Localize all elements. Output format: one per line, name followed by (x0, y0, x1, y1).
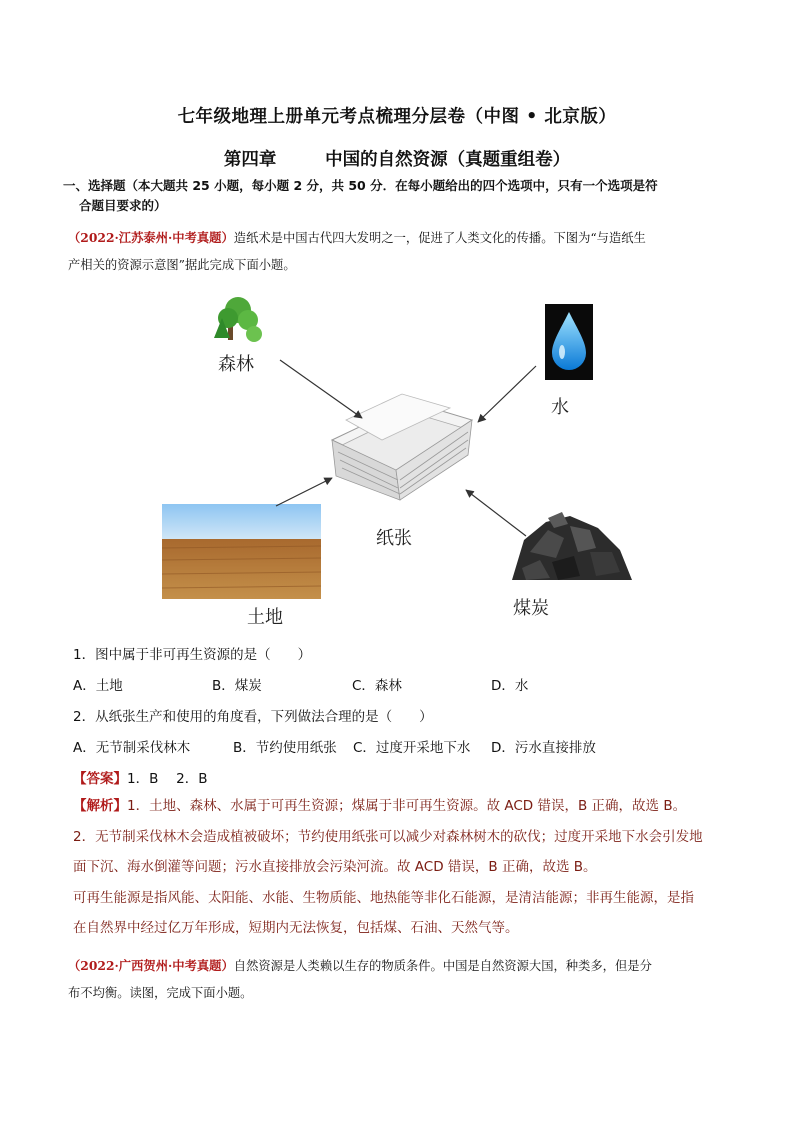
analysis-block (73, 791, 733, 944)
document-title: 七年级地理上册单元考点梳理分层卷（中图 • 北京版） (177, 107, 617, 127)
analysis-line-4: 可再生能源是指风能、太阳能、水能、生物质能、地热能等非化石能源，是清洁能源；非再生能源，是指 (73, 889, 694, 906)
label-coal: 煤炭 (513, 598, 549, 619)
q1-option-b: B．煤炭 (212, 678, 262, 694)
q2-option-d: D．污水直接排放 (491, 740, 596, 756)
chapter-number: 第四章 (223, 150, 277, 170)
arrow-forest-to-paper (280, 360, 362, 418)
farmland-image (162, 504, 321, 599)
paper-stack-icon (332, 394, 472, 500)
q2-option-a: A．无节制采伐林木 (73, 740, 191, 756)
answer-tag: 【答案】 (73, 771, 127, 787)
q1-option-c: C．森林 (352, 678, 402, 694)
q2-option-c: C．过度开采地下水 (353, 740, 471, 756)
q2-option-b: B．节约使用纸张 (233, 740, 337, 756)
q1-option-a: A．土地 (73, 678, 123, 694)
analysis-line-5: 在自然界中经过亿万年形成，短期内无法恢复，包括煤、石油、天然气等。 (73, 920, 519, 936)
answer-line (73, 767, 208, 787)
intro-text-1: 造纸术是中国古代四大发明之一，促进了人类文化的传播。下图为“与造纸生 (233, 231, 646, 245)
analysis-line-2: 2．无节制采伐林木会造成植被破坏；节约使用纸张可以减少对森林树木的砍伐；过度开采地下水会引发地 (73, 828, 703, 845)
question-2-options (73, 736, 733, 756)
chapter-title: 中国的自然资源（真题重组卷） (325, 150, 571, 170)
question-block-1-intro (68, 224, 728, 279)
section-instructions (63, 176, 733, 216)
intro-text-2: 产相关的资源示意图”据此完成下面小题。 (68, 258, 296, 272)
intro2-text-2: 布不均衡。读图，完成下面小题。 (68, 986, 253, 1000)
question-1: 1．图中属于非可再生资源的是（ ） (73, 647, 312, 663)
label-water: 水 (551, 397, 569, 418)
arrow-coal-to-paper (466, 490, 526, 536)
arrow-land-to-paper (276, 478, 332, 506)
intro2-text-1: 自然资源是人类赖以生存的物质条件。中国是自然资源大国，种类多，但是分 (233, 959, 652, 973)
section-line-1: 一、选择题（本大题共 25 小题，每小题 2 分，共 50 分．在每小题给出的四个选项中，只有一个选项是符 (63, 178, 658, 193)
analysis-tag: 【解析】 (73, 798, 127, 814)
arrow-water-to-paper (478, 366, 536, 422)
source-tag-2: （2022·广西贺州·中考真题） (68, 958, 234, 973)
q1-option-d: D．水 (491, 678, 529, 694)
tree-icon (214, 297, 262, 342)
coal-pile-icon (512, 512, 632, 580)
question-2: 2．从纸张生产和使用的角度看，下列做法合理的是（ ） (73, 709, 433, 725)
analysis-line-1: 1．土地、森林、水属于可再生资源；煤属于非可再生资源。故 ACD 错误，B 正确，故选 B。 (127, 798, 687, 814)
water-drop-icon (545, 304, 593, 380)
label-paper: 纸张 (376, 528, 412, 549)
question-1-options (73, 674, 733, 694)
question-block-2-intro (68, 952, 728, 1007)
analysis-line-3: 面下沉、海水倒灌等问题；污水直接排放会污染河流。故 ACD 错误，B 正确，故选 B。 (73, 859, 597, 875)
answer-text: 1．B 2．B (127, 771, 208, 787)
chapter-heading (0, 146, 794, 171)
label-forest: 森林 (218, 354, 254, 375)
resource-diagram (150, 290, 650, 630)
section-line-2: 合题目要求的） (79, 198, 167, 213)
source-tag: （2022·江苏泰州·中考真题） (68, 230, 234, 245)
label-land: 土地 (247, 607, 283, 628)
